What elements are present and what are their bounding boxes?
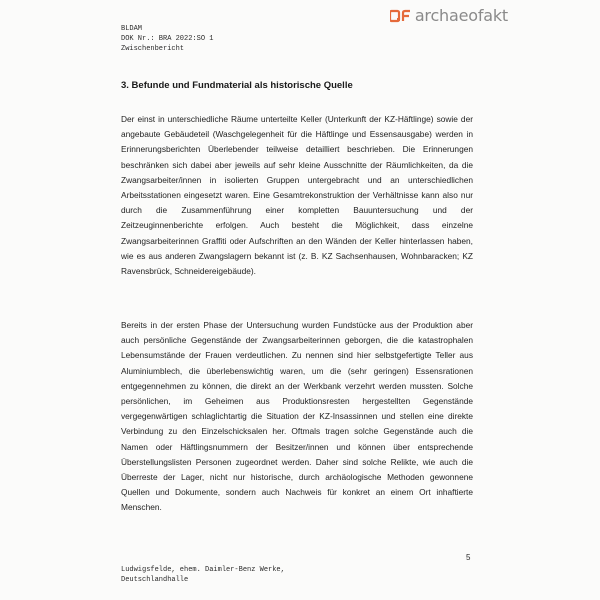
- footer-line-building: Deutschlandhalle: [121, 576, 189, 584]
- footer-line-site: Ludwigsfelde, ehem. Daimler-Benz Werke,: [121, 566, 285, 574]
- meta-line-report-type: Zwischenbericht: [121, 45, 185, 53]
- archaeofakt-logo: [390, 6, 508, 25]
- section-heading: 3. Befunde und Fundmaterial als historische Quelle: [121, 80, 353, 91]
- page-number: 5: [466, 553, 471, 562]
- document-meta: [121, 24, 213, 54]
- paragraph-2: Bereits in der ersten Phase der Untersuchung wurden Fundstücke aus der Produktion aber auch persönliche Gegenstände der Zwangsarbeiterinnen geborgen, die die katastrophalen Lebensumstände der Frauen verdeutlichen. Zu nennen sind hier selbstgefertigte Teller aus Aluminiumblech, die überlebenswichtig waren, um die (sehr geringen) Essensrationen entgegennehmen zu können, die direkt an der Werkbank verzehrt werden mussten. Solche persönlichen, im Geheimen aus Produktionsresten hergestellten Gegenstände vergegenwärtigen schlaglichtartig die Situation der KZ-Insassinnen und stellen eine direkte Verbindung zu den Einzelschicksalen her. Oftmals tragen solche Gegenstände auch die Namen oder Häftlingsnummern der Besitzer/innen und können über entsprechende Überstellungslisten Personen zugeordnet werden. Daher sind solche Relikte, wie auch die Überreste der Lager, nicht nur historische, durch archäologische Methoden gewonnene Quellen und Dokumente, sondern auch Nachweis für konkret an einem Ort inhaftierte Menschen.: [121, 320, 473, 513]
- paragraph-1: Der einst in unterschiedliche Räume unterteilte Keller (Unterkunft der KZ-Häftlinge) sowie der angebaute Gebäudeteil (Waschgelegenheit für die Häftlinge und Essensausgabe) werden in Erinnerungsberichten Überlebender teilweise detailliert beschrieben. Die Erinnerungen beschränken sich dabei aber jeweils auf sehr kleine Ausschnitte der Räumlichkeiten, da die Zwangsarbeiter/innen in isolierten Gruppen untergebracht und an unterschiedlichen Arbeitsstationen eingesetzt waren. Eine Gesamtrekonstruktion der Verhältnisse kann also nur durch die Zusammenführung einer kompletten Bauuntersuchung und der Zeitzeuginnenberichte erfolgen. Auch besteht die Möglichkeit, dass einzelne Zwangsarbeiterinnen Graffiti oder Aufschriften an den Wänden der Keller hinterlassen haben, wie es aus anderen Zwangslagern bekannt ist (z. B. KZ Sachsenhausen, Wohnbaracken; KZ Ravensbrück, Schneidereigebäude).: [121, 114, 473, 277]
- af-logo-icon: [390, 9, 412, 23]
- footer-location: [121, 565, 285, 585]
- meta-line-institution: BLDAM: [121, 25, 143, 33]
- logo-text: archaeofakt: [414, 6, 508, 25]
- meta-line-document-number: DOK Nr.: BRA 2022:SO 1: [121, 35, 214, 43]
